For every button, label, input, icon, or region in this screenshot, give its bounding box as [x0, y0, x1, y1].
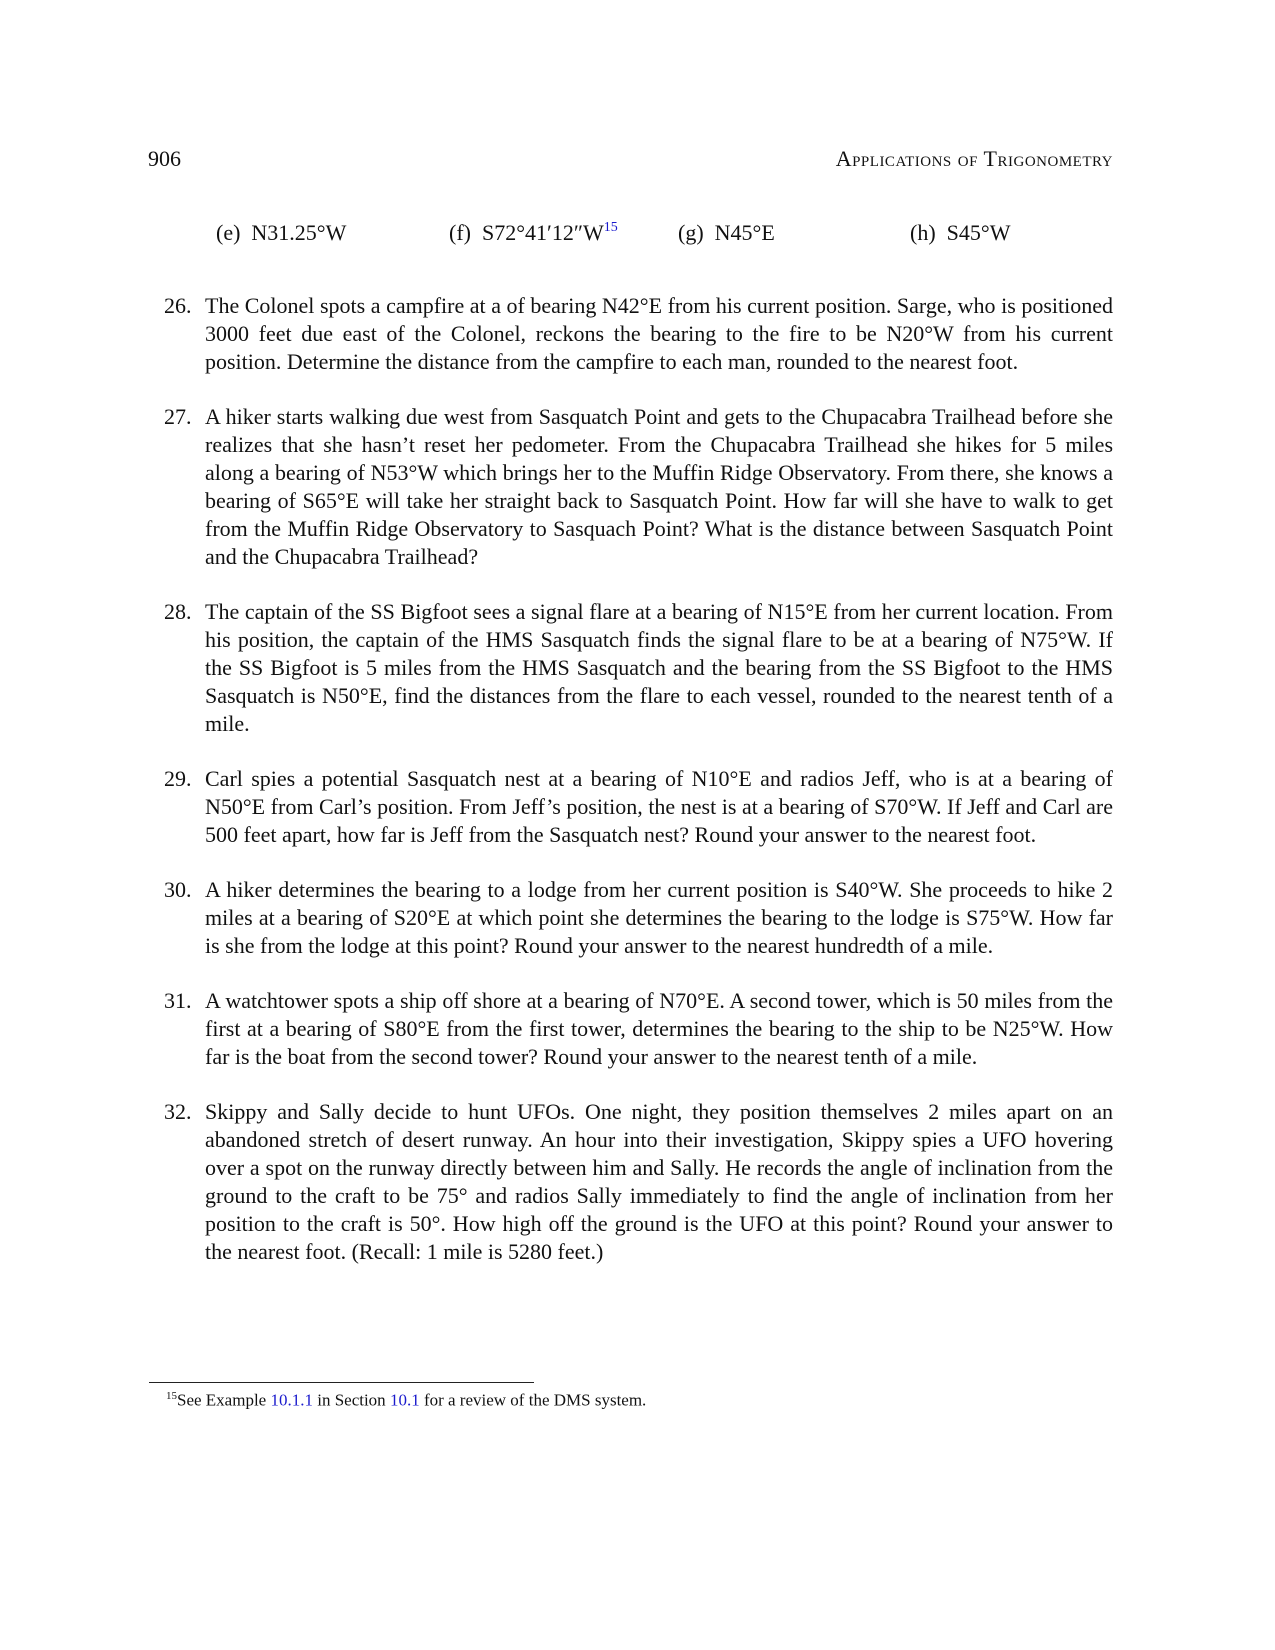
problem-text: The Colonel spots a campfire at a of bearing N42°E from his current position. Sarge, who is positioned 3000 feet due east of the Colonel, reckons the bearing to the fire to be N20°W from his current position. Determine the distance from the campfire to each man, rounded to the nearest foot.: [205, 293, 1113, 374]
page-number: 906: [148, 146, 181, 171]
option-label: (f): [449, 220, 471, 245]
problem-text: A hiker starts walking due west from Sasquatch Point and gets to the Chupacabra Trailhead before she realizes that she hasn’t reset her pedometer. From the Chupacabra Trailhead she hikes for 5 miles along a bearing of N53°W which brings her to the Muffin Ridge Observatory. From there, she knows a bearing of S65°E will take her straight back to Sasquatch Point. How far will she have to walk to get from the Muffin Ridge Observatory to Sasquach Point? What is the distance between Sasquatch Point and the Chupacabra Trailhead?: [205, 404, 1113, 569]
option-f: [449, 220, 618, 246]
problem-26: [164, 292, 1113, 376]
footnote-text: See Example: [177, 1390, 271, 1410]
problem-28: [164, 598, 1113, 738]
problem-text: A hiker determines the bearing to a lodge from her current position is S40°W. She proceeds to hike 2 miles at a bearing of S20°E at which point she determines the bearing to the lodge is S75°W. How far is she from the lodge at this point? Round your answer to the nearest hundredth of a mile.: [205, 877, 1113, 958]
option-value: N45°E: [714, 220, 775, 245]
problem-number: 30.: [164, 877, 192, 902]
footnote-mark: 15: [166, 1390, 177, 1402]
problem-number: 27.: [164, 404, 192, 429]
footnote-text: in Section: [312, 1390, 390, 1410]
option-value: S45°W: [946, 220, 1011, 245]
problem-text: Carl spies a potential Sasquatch nest at a bearing of N10°E and radios Jeff, who is at a bearing of N50°E from Carl’s position. From Jeff’s position, the nest is at a bearing of S70°W. If Jeff and Carl are 500 feet apart, how far is Jeff from the Sasquatch nest? Round your answer to the nearest foot.: [205, 766, 1113, 847]
running-title: Applications of Trigonometry: [835, 146, 1113, 171]
option-h: [910, 220, 1010, 246]
section-link[interactable]: 10.1: [389, 1390, 420, 1410]
problem-text: Skippy and Sally decide to hunt UFOs. One night, they position themselves 2 miles apart on an abandoned stretch of desert runway. An hour into their investigation, Skippy spies a UFO hovering over a spot on the runway directly between him and Sally. He records the angle of inclination from the ground to the craft to be 75° and radios Sally immediately to find the angle of inclination from her position to the craft is 50°. How high off the ground is the UFO at this point? Round your answer to the nearest foot. (Recall: 1 mile is 5280 feet.): [205, 1099, 1113, 1264]
option-value: S72°41′12″W: [481, 220, 604, 245]
option-e: [216, 220, 346, 246]
problem-27: [164, 403, 1113, 571]
option-g: [678, 220, 775, 246]
option-label: (e): [216, 220, 241, 245]
footnote-rule: [149, 1382, 534, 1383]
option-label: (h): [910, 220, 936, 245]
problem-text: The captain of the SS Bigfoot sees a signal flare at a bearing of N15°E from her current location. From his position, the captain of the HMS Sasquatch finds the signal flare to be at a bearing of N75°W. If the SS Bigfoot is 5 miles from the HMS Sasquatch and the bearing from the SS Bigfoot to the HMS Sasquatch is N50°E, find the distances from the flare to each vessel, rounded to the nearest tenth of a mile.: [205, 599, 1113, 736]
footnote: [166, 1390, 646, 1411]
problem-29: [164, 765, 1113, 849]
footnote-ref[interactable]: 15: [603, 220, 618, 235]
problem-number: 26.: [164, 293, 192, 318]
problem-number: 31.: [164, 988, 192, 1013]
problem-32: [164, 1098, 1113, 1266]
problem-number: 32.: [164, 1099, 192, 1124]
problem-number: 28.: [164, 599, 192, 624]
option-value: N31.25°W: [251, 220, 347, 245]
problem-30: [164, 876, 1113, 960]
problem-text: A watchtower spots a ship off shore at a bearing of N70°E. A second tower, which is 50 miles from the first at a bearing of S80°E from the first tower, determines the bearing to the ship to be N25°W. How far is the boat from the second tower? Round your answer to the nearest tenth of a mile.: [205, 988, 1113, 1069]
example-link[interactable]: 10.1.1: [270, 1390, 313, 1410]
problem-list: [164, 292, 1113, 1293]
problem-31: [164, 987, 1113, 1071]
option-label: (g): [678, 220, 704, 245]
footnote-text: for a review of the DMS system.: [419, 1390, 647, 1410]
problem-number: 29.: [164, 766, 192, 791]
